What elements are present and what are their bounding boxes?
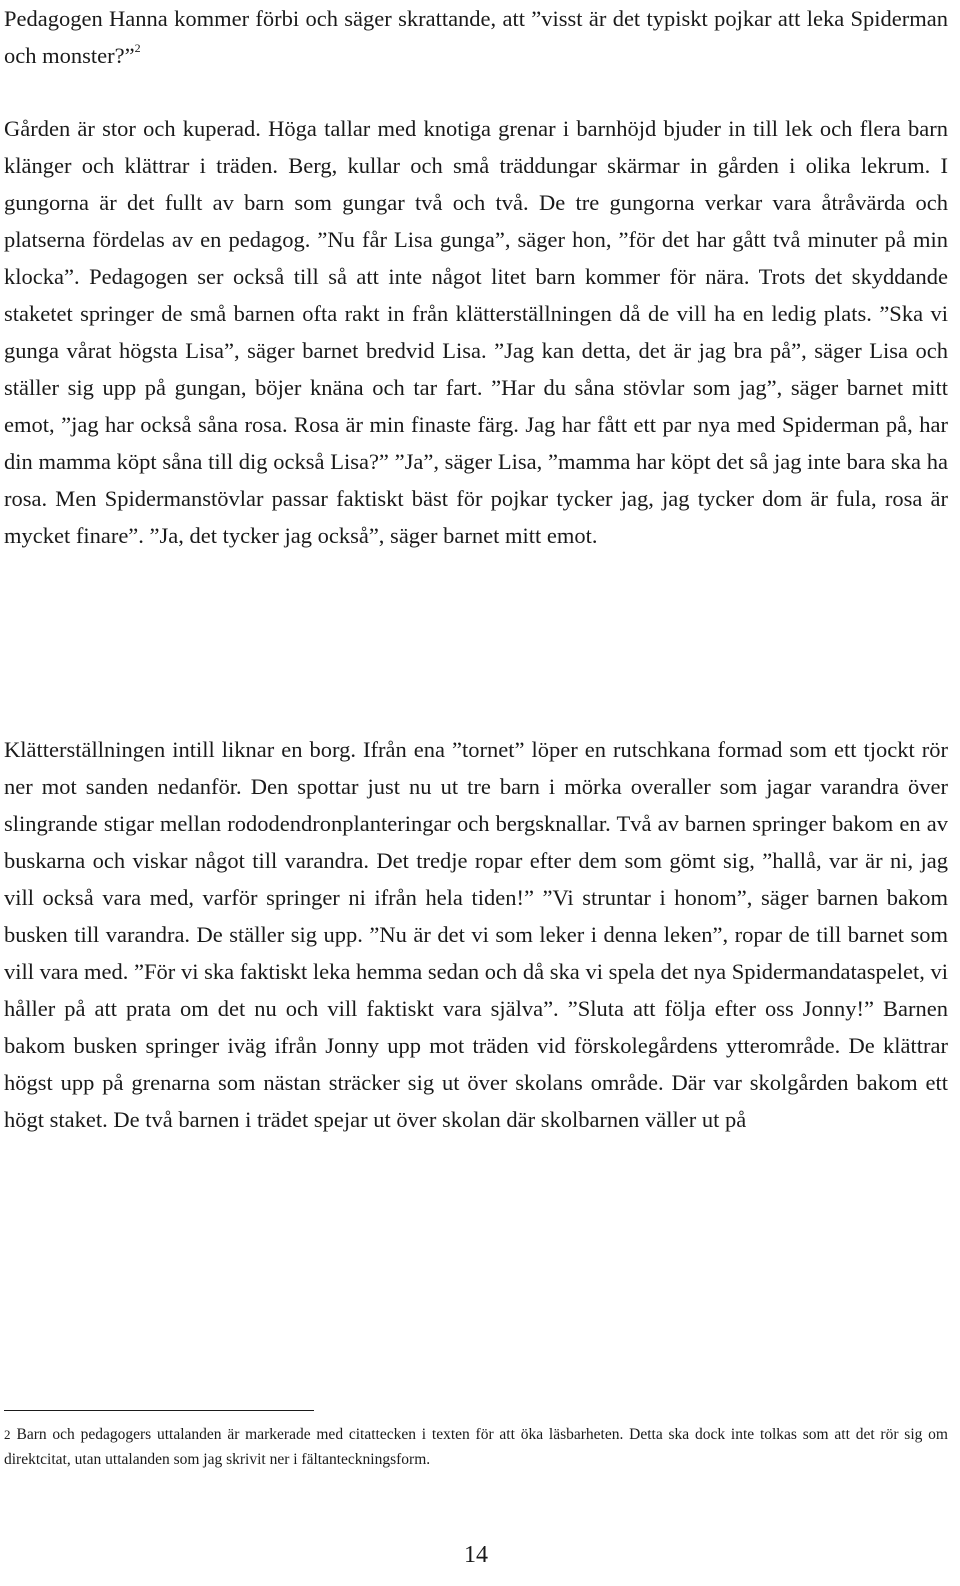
body-paragraph bbox=[4, 731, 948, 1138]
paragraph-text: Pedagogen Hanna kommer förbi och säger skrattande, att ”visst är det typiskt pojkar att leka Spiderman och monster?” bbox=[4, 6, 948, 68]
body-paragraph bbox=[4, 110, 948, 554]
paragraph-text: Gården är stor och kuperad. Höga tallar med knotiga grenar i barnhöjd bjuder in till lek och flera barn klänger och klättrar i träden. Berg, kullar och små träddungar skärmar in gården i olika lekrum. I gungorna är det fullt av barn som gungar två och två. De tre gungorna verkar vara åtråvärda och platserna fördelas av en pedagog. ”Nu får Lisa gunga”, säger hon, ”för det har gått två minuter på min klocka”. Pedagogen ser också till så att inte något litet barn kommer för nära. Trots det skyddande staketet springer de små barnen ofta rakt in från klätterställningen då de vill ha en ledig plats. ”Ska vi gunga vårat högsta Lisa”, säger barnet bredvid Lisa. ”Jag kan detta, det är jag bra på”, säger Lisa och ställer sig upp på gungan, böjer knäna och tar fart. ”Har du såna stövlar som jag”, säger barnet mitt emot, ”jag har också såna rosa. Rosa är min finaste färg. Jag har fått ett par nya med Spiderman på, har din mamma köpt såna till dig också Lisa?” ”Ja”, säger Lisa, ”mamma har köpt det så jag inte bara ska ha rosa. Men Spidermanstövlar passar faktiskt bäst för pojkar tycker jag, jag tycker dom är fula, rosa är mycket finare”. ”Ja, det tycker jag också”, säger barnet mitt emot. bbox=[4, 116, 948, 548]
footnote bbox=[4, 1422, 948, 1472]
footnote-text: Barn och pedagogers uttalanden är markerade med citattecken i texten för att öka läsbarheten. Detta ska dock inte tolkas som att det rör sig om direktcitat, utan uttalanden som jag skrivit ner i fältanteckningsform. bbox=[4, 1426, 948, 1468]
paragraph-text: Klätterställningen intill liknar en borg. Ifrån ena ”tornet” löper en rutschkana formad som ett tjockt rör ner mot sanden nedanför. Den spottar just nu ut tre barn i mörka overaller som jagar varandra över slingrande stigar mellan rododendronplanteringar och bergsknallar. Två av barnen springer bakom en av buskarna och viskar något till varandra. Det tredje ropar efter dem som gömt sig, ”hallå, var är ni, jag vill också vara med, varför springer ni ifrån hela tiden!” ”Vi struntar i honom”, säger barnen bakom busken till varandra. De ställer sig upp. ”Nu är det vi som leker i denna leken”, ropar de till barnet som vill vara med. ”För vi ska faktiskt leka hemma sedan och då ska vi spela det nya Spidermandataspelet, vi håller på att prata om det nu och vill faktiskt vara själva”. ”Sluta att följa efter oss Jonny!” Barnen bakom busken springer iväg ifrån Jonny upp mot träden vid förskolegårdens ytterområde. De klättrar högst upp på grenarna som nästan sträcker sig ut över skolans område. Där var skolgården bakom ett högt staket. De två barnen i trädet spejar ut över skolan där skolbarnen väller ut på bbox=[4, 737, 948, 1132]
footnote-separator bbox=[4, 1410, 314, 1411]
footnote-number: 2 bbox=[4, 1427, 11, 1442]
body-paragraph bbox=[4, 0, 948, 74]
page-number: 14 bbox=[464, 1542, 488, 1568]
footnote-reference[interactable]: 2 bbox=[134, 40, 141, 55]
document-page bbox=[4, 0, 948, 1586]
